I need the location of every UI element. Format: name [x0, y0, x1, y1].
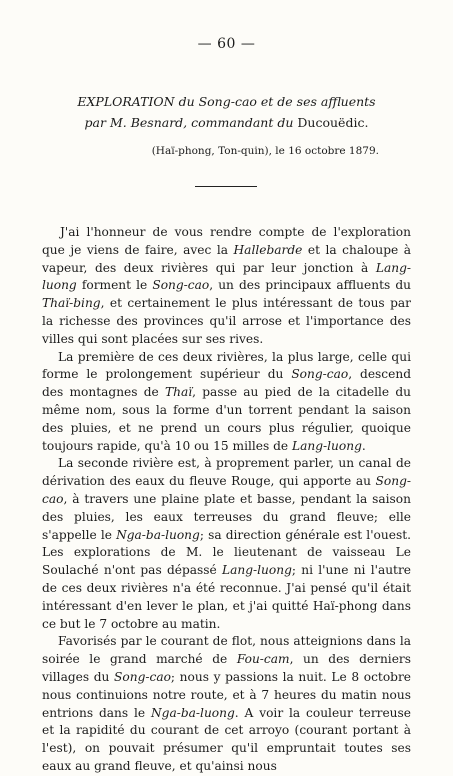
text-run: forment le [76, 278, 153, 293]
italic-name: Song-cao [291, 367, 349, 382]
text-run: La première de ces deux rivières, la plus large, celle qui forme le prolongement supérieur du [42, 349, 411, 382]
title-line-1: EXPLORATION du Song-cao et de ses affluents [77, 94, 376, 109]
text-run: . [361, 438, 366, 453]
text-run: , passe au pied de la citadelle du même nom, sous la forme d'un torrent pendant la saison des pluies, et ne prend un cours plus régulier, quoique toujours rapide, qu'à 10 ou 15 milles de [42, 385, 411, 453]
paragraph [42, 455, 411, 633]
italic-name: Lang-luong [292, 438, 362, 453]
text-run: , un des principaux affluents du [209, 278, 411, 293]
italic-name: Lang-luong [222, 563, 292, 578]
italic-name: Nga-ba-luong [116, 527, 200, 542]
title-author: par M. Besnard, commandant du [84, 115, 294, 130]
italic-name: Song-cao [42, 474, 411, 506]
text-run: . A voir la couleur terreuse et la rapidité du courant de cet arroyo (courant portant à l'est), on pouvait présumer qu'il empruntait toutes ses eaux au grand fleuve, et qu'ainsi nous [42, 705, 412, 773]
text-run: , à travers une plaine plate et basse, pendant la saison des pluies, les eaux terreuses du grand fleuve; elle s'appelle le [42, 491, 411, 542]
text-run: La seconde rivière est, à proprement parler, un canal de dérivation des eaux du fleuve Rouge, qui apporte au [42, 456, 411, 489]
title-ship-name: Ducouëdic. [297, 115, 369, 130]
text-run: ; sa direction générale est l'ouest. Les explorations de M. le lieutenant de vaisseau Le Soulaché n'ont pas dépassé [42, 527, 411, 578]
text-run: J'ai l'honneur de vous rendre compte de l'exploration que je viens de faire, avec la [42, 225, 411, 257]
italic-name: Thaï-bing [42, 296, 101, 311]
italic-name: Thaï [165, 385, 193, 400]
paragraph [42, 633, 411, 775]
italic-name: Song-cao [114, 669, 171, 684]
text-run: ; nous y passions la nuit. Le 8 octobre nous continuions notre route, et à 7 heures du matin nous entrions dans le [42, 669, 411, 720]
page-number: — 60 — [197, 36, 256, 52]
text-run: , et certainement le plus intéressant de tous par la richesse des provinces qu'il arrose et l'importance des villes qui sont placées sur ses rives. [42, 296, 411, 346]
text-run: et la chaloupe à vapeur, des deux rivières qui par leur jonction à [42, 242, 412, 275]
body-text [42, 224, 411, 776]
italic-name: Song-cao [152, 278, 210, 293]
italic-name: Nga-ba-luong [151, 705, 235, 720]
title-line-2 [0, 115, 453, 130]
italic-name: Lang-luong [42, 260, 411, 293]
text-run: Favorisés par le courant de flot, nous atteignions dans la soirée le grand marché de [42, 634, 411, 667]
place-date-line: (Haï-phong, Ton-quin), le 16 octobre 1879. [151, 145, 379, 157]
paragraph [42, 224, 411, 349]
separator-rule [195, 186, 257, 187]
paragraph [42, 349, 411, 456]
text-run: , un des derniers villages du [42, 652, 411, 684]
italic-name: Fou-cam [236, 652, 290, 667]
text-run: , descend des montagnes de [42, 367, 411, 400]
text-run: ; ni l'une ni l'autre de ces deux rivières n'a été reconnue. J'ai pensé qu'il était intéressant d'en lever le plan, et j'ai quitté Haï-phong dans ce but le 7 octobre au matin. [42, 563, 411, 631]
italic-name: Hallebarde [233, 242, 303, 257]
